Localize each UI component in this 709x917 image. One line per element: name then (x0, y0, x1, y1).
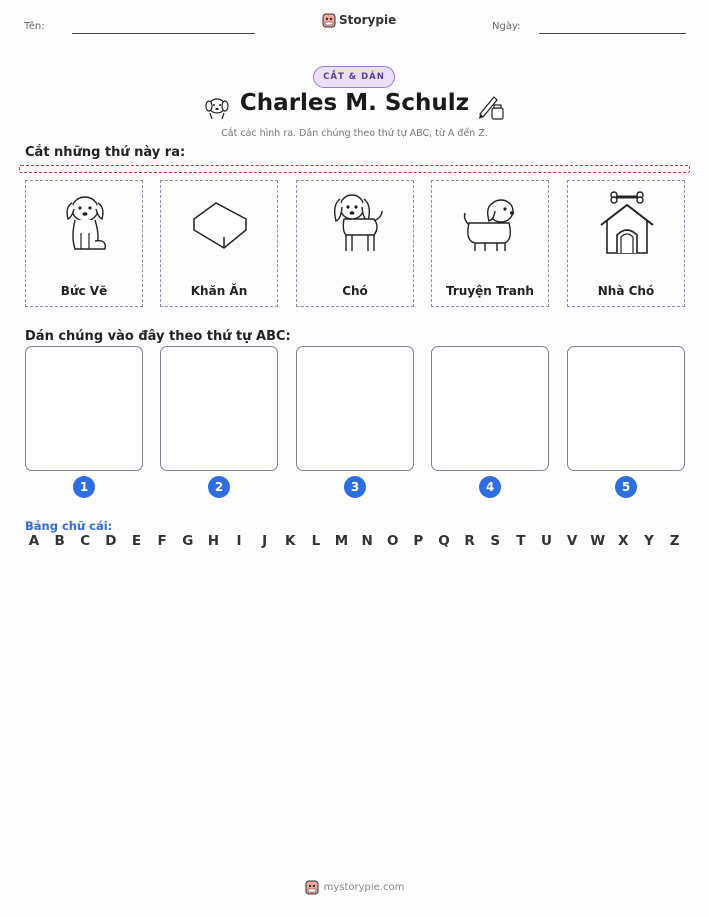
alphabet-letter: K (285, 533, 296, 549)
cut-line (19, 165, 690, 173)
storypie-logo-icon (322, 12, 336, 28)
sitting-dog-icon (55, 189, 115, 255)
paste-slot[interactable] (25, 346, 143, 471)
footer (0, 879, 709, 895)
alphabet-row (25, 533, 684, 549)
storypie-logo-icon (305, 879, 319, 895)
alphabet-letter: B (54, 533, 65, 549)
alphabet-letter: I (236, 533, 242, 549)
activity-badge: CẮT & DÁN (313, 66, 395, 88)
instructions: Cắt các hình ra. Dán chúng theo thứ tự ABC, từ A đến Z. (221, 128, 488, 139)
slot-number: 1 (73, 476, 95, 498)
alphabet-letter: U (541, 533, 552, 549)
alphabet-letter: Y (644, 533, 654, 549)
brand-logo (322, 12, 396, 28)
alphabet-letter: J (262, 533, 268, 549)
alphabet-letter: R (464, 533, 475, 549)
card-label: Khăn Ăn (190, 284, 248, 298)
paste-slot[interactable] (431, 346, 549, 471)
slot-number: 2 (208, 476, 230, 498)
alphabet-heading: Bảng chữ cái: (25, 519, 113, 533)
alphabet-letter: T (516, 533, 526, 549)
doghouse-icon (597, 189, 657, 255)
date-label: Ngày: (492, 21, 521, 32)
date-line (539, 33, 686, 34)
alphabet-letter: V (566, 533, 578, 549)
alphabet-letter: S (490, 533, 501, 549)
alphabet-letter: H (207, 533, 220, 549)
alphabet-letter: N (361, 533, 373, 549)
footer-url[interactable]: mystorypie.com (323, 881, 405, 893)
card-label: Bức Vẽ (60, 284, 108, 298)
alphabet-letter: M (334, 533, 349, 549)
paste-slot[interactable] (160, 346, 278, 471)
cut-heading: Cắt những thứ này ra: (25, 145, 186, 160)
name-label: Tên: (24, 21, 45, 32)
alphabet-letter: L (311, 533, 321, 549)
slot-number: 3 (344, 476, 366, 498)
card-label: Truyện Tranh (446, 284, 534, 298)
slot-number: 4 (479, 476, 501, 498)
alphabet-letter: O (387, 533, 399, 549)
page-title: Charles M. Schulz (239, 90, 470, 116)
card-label: Chó (342, 284, 368, 298)
alphabet-letter: A (28, 533, 40, 549)
paste-slot[interactable] (567, 346, 685, 471)
alphabet-letter: C (80, 533, 91, 549)
alphabet-letter: G (182, 533, 194, 549)
cut-card[interactable] (160, 180, 278, 307)
ink-pen-icon (476, 92, 506, 122)
name-line (72, 33, 255, 34)
alphabet-letter: Q (438, 533, 450, 549)
brand-name: Storypie (339, 13, 397, 27)
cut-card[interactable] (296, 180, 414, 307)
alphabet-letter: F (157, 533, 167, 549)
standing-dog-icon (326, 189, 386, 255)
folded-napkin-icon (190, 189, 250, 255)
alphabet-letter: W (590, 533, 606, 549)
alphabet-letter: E (131, 533, 142, 549)
alphabet-letter: P (413, 533, 424, 549)
slot-number: 5 (615, 476, 637, 498)
alphabet-letter: D (105, 533, 117, 549)
alphabet-letter: Z (669, 533, 680, 549)
cartoon-dog-icon (461, 189, 521, 255)
paste-heading: Dán chúng vào đây theo thứ tự ABC: (25, 329, 291, 344)
cut-card[interactable] (431, 180, 549, 307)
cut-card[interactable] (25, 180, 143, 307)
paste-slot[interactable] (296, 346, 414, 471)
alphabet-letter: X (618, 533, 629, 549)
cut-card[interactable] (567, 180, 685, 307)
card-label: Nhà Chó (597, 284, 655, 298)
